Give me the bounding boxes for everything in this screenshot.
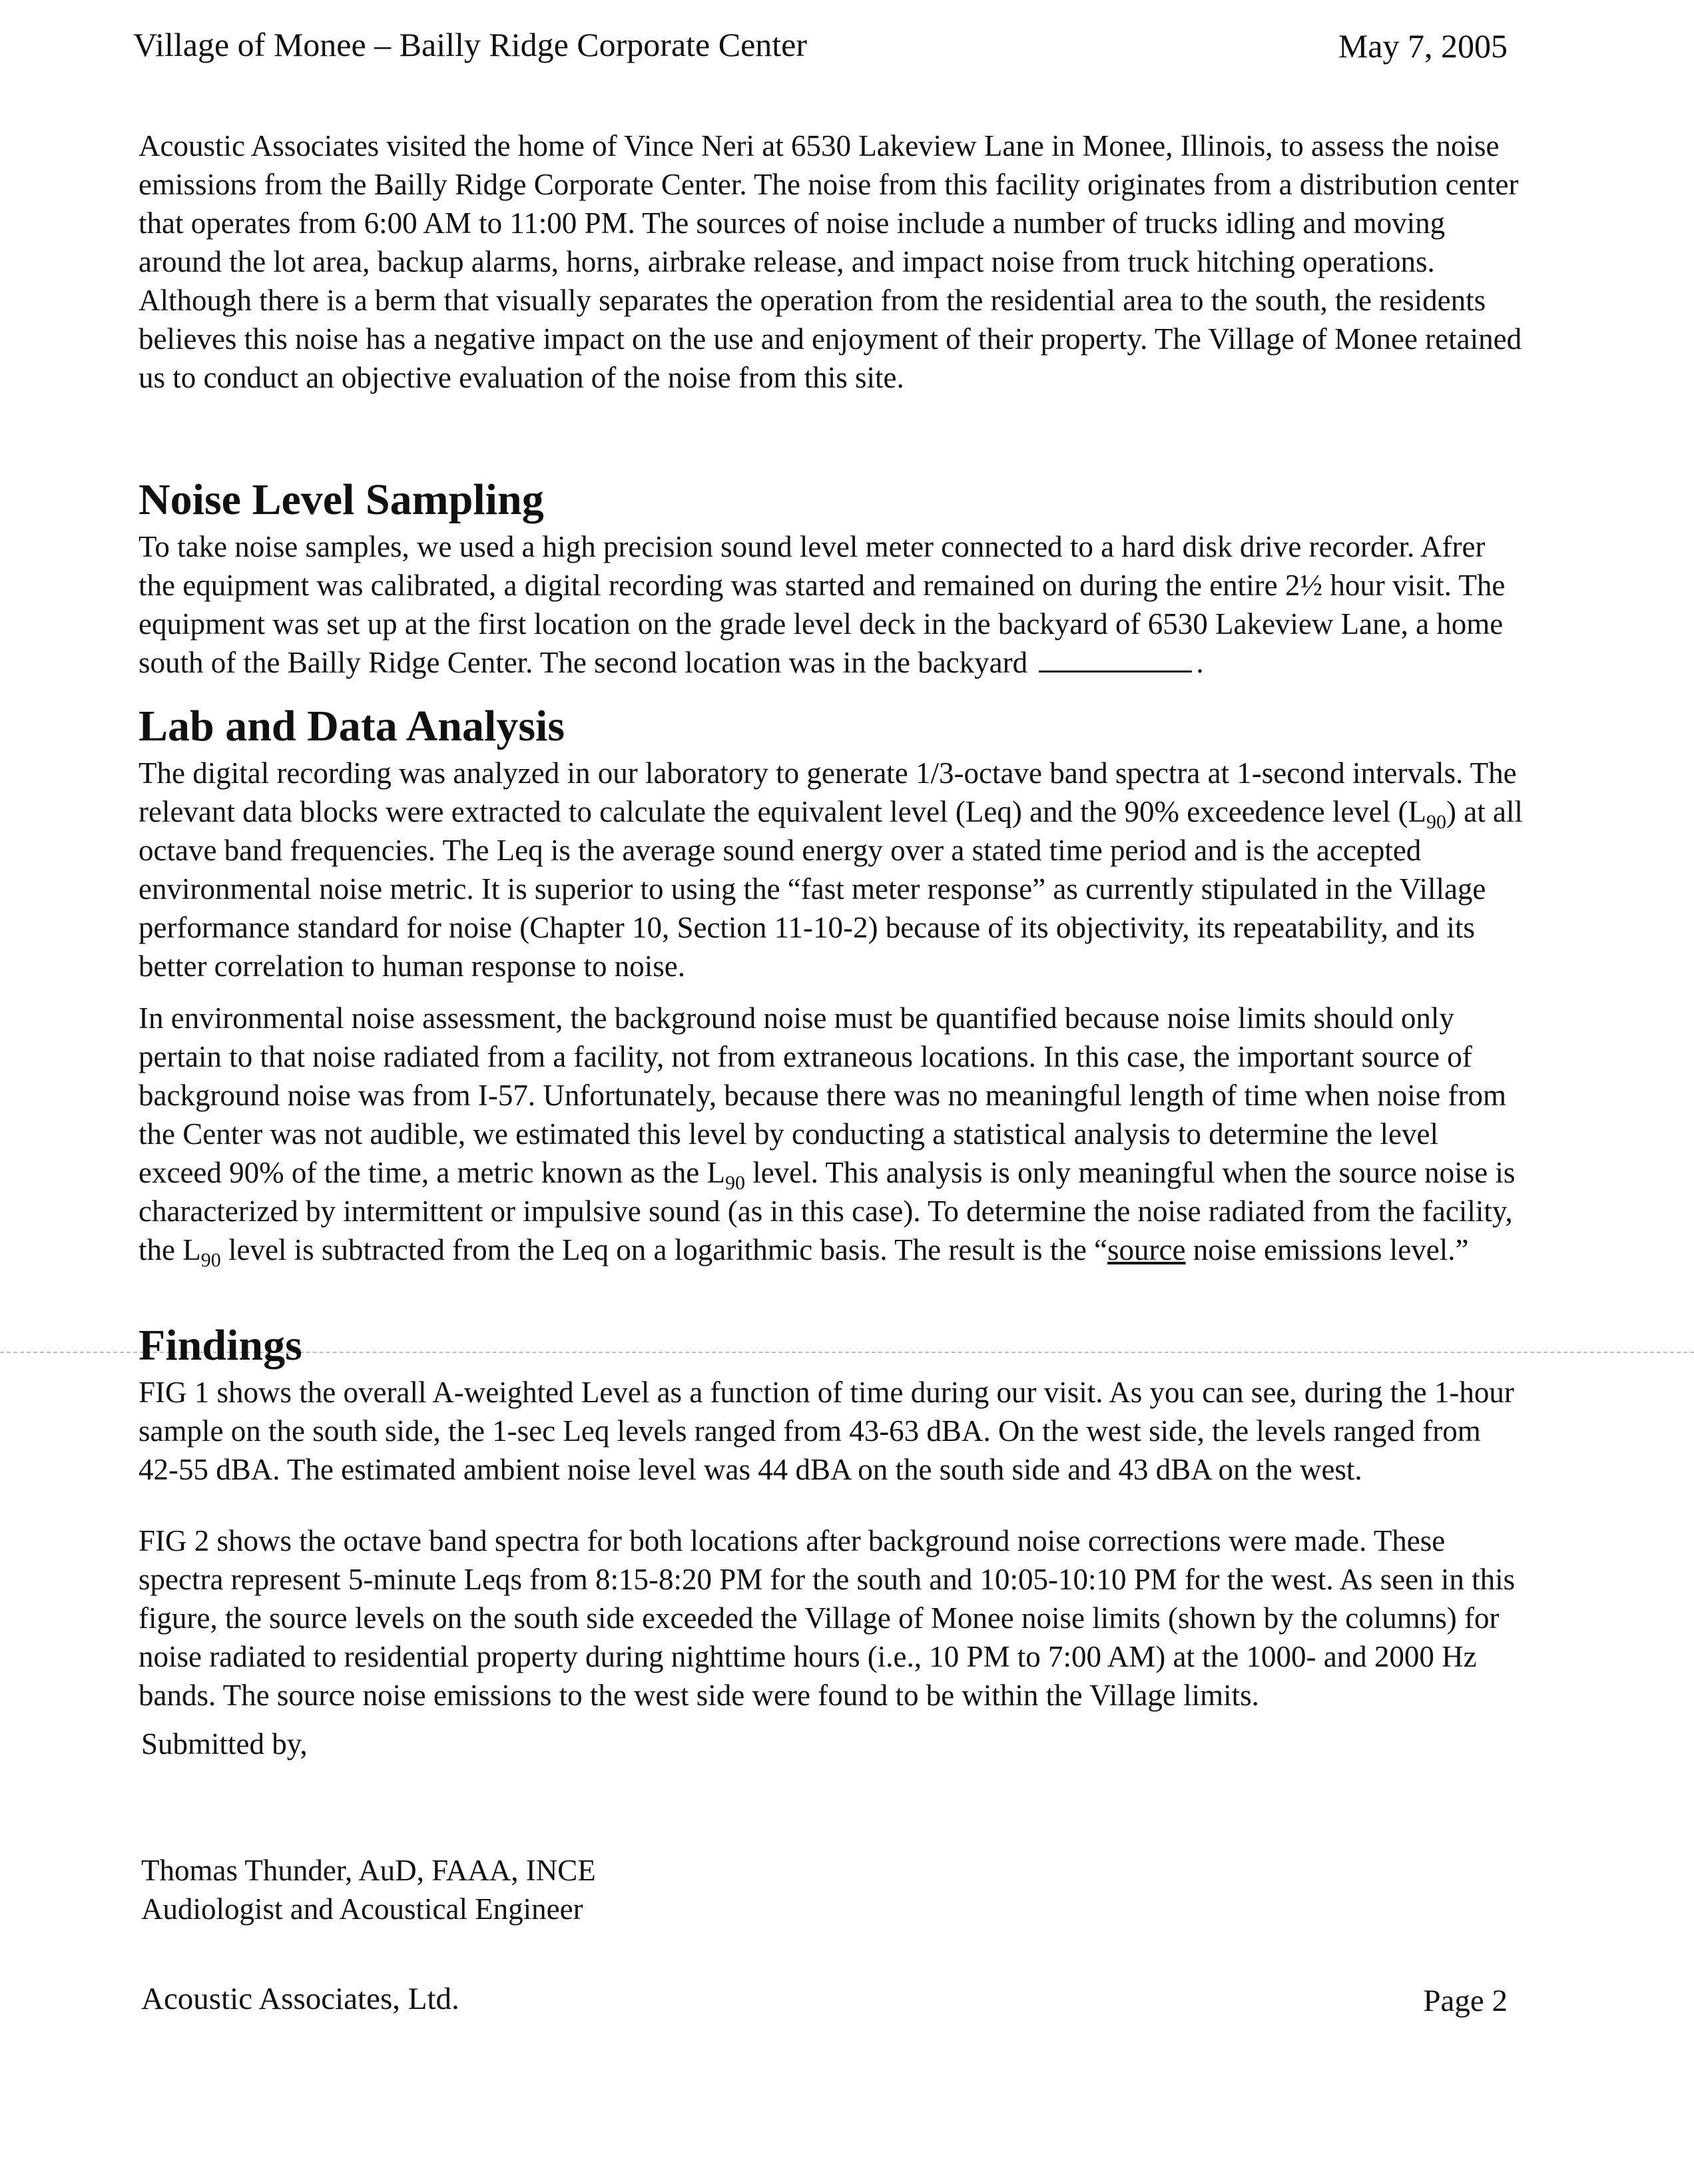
author-name: Thomas Thunder, AuD, FAAA, INCE — [141, 1854, 596, 1887]
header-title: Village of Monee – Bailly Ridge Corporate Center — [133, 26, 808, 63]
sampling-paragraph — [139, 527, 1524, 682]
analysis-p2-c: level is subtracted from the Leq on a logarithmic basis. The result is the “ — [220, 1233, 1108, 1266]
page-number: Page 2 — [1423, 1984, 1508, 2018]
analysis-paragraph-1 — [139, 754, 1524, 985]
findings-heading: Findings — [139, 1321, 302, 1370]
l90-subscript: 90 — [200, 1249, 221, 1271]
analysis-p2-d: noise emissions level.” — [1185, 1233, 1469, 1266]
l90-subscript: 90 — [1426, 811, 1446, 833]
sampling-end: . — [1196, 646, 1204, 679]
findings-paragraph-2: FIG 2 shows the octave band spectra for both locations after background noise corrections were made. These spectra represent 5-minute Leqs from 8:15-8:20 PM for the south and 10:05-10:10 PM for the west. As seen in this figure, the source levels on the south side exceeded the Village of Monee noise limits (shown by the columns) for noise radiated to residential property during nighttime hours (i.e., 10 PM to 7:00 AM) at the 1000- and 2000 Hz bands. The source noise emissions to the west side were found to be within the Village limits. — [139, 1524, 1516, 1712]
analysis-p2-b: level. This analysis is only meaningful when the source noise is characterized by intermittent or impulsive sound (as in this case). To determine the noise radiated from the facility, the L — [139, 1156, 1516, 1266]
submitted-by: Submitted by, — [141, 1727, 308, 1761]
intro-paragraph: Acoustic Associates visited the home of Vince Neri at 6530 Lakeview Lane in Monee, Illinois, to assess the noise emissions from the Bailly Ridge Corporate Center. The noise from this facility originates from a distribution center that operates from 6:00 AM to 11:00 PM. The sources of noise include a number of trucks idling and moving around the lot area, backup alarms, horns, airbrake release, and impact noise from truck hitching operations. Although there is a berm that visually separates the operation from the residential area to the south, the residents believes this noise has a negative impact on the use and enjoyment of their property. The Village of Monee retained us to conduct an objective evaluation of the noise from this site. — [139, 129, 1522, 394]
l90-subscript: 90 — [724, 1172, 745, 1194]
footer-company: Acoustic Associates, Ltd. — [141, 1982, 459, 2016]
header-date: May 7, 2005 — [1338, 27, 1508, 65]
analysis-p2-a: In environmental noise assessment, the background noise must be quantified because noise limits should only pertain to that noise radiated from a facility, not from extraneous locations. In this case, the important source of background noise was from I-57. Unfortunately, because there was no meaningful length of time when noise from the Center was not audible, we estimated this level by conducting a statistical analysis to determine the level exceed 90% of the time, a metric known as the L — [139, 1001, 1506, 1189]
analysis-heading: Lab and Data Analysis — [139, 702, 565, 750]
analysis-paragraph-2 — [139, 999, 1524, 1269]
source-underlined: source — [1107, 1233, 1186, 1266]
analysis-p1-b: ) at all octave band frequencies. The Leq is the average sound energy over a stated time period and is the accepted environmental noise metric. It is superior to using the “fast meter response” as currently stipulated in the Village performance standard for noise (Chapter 10, Section 11-10-2) because of its objectivity, its repeatability, and its better correlation to human response to noise. — [139, 795, 1523, 983]
blank-line — [1039, 668, 1192, 673]
findings-paragraph-1: FIG 1 shows the overall A-weighted Level as a function of time during our visit. As you can see, during the 1-hour sample on the south side, the 1-sec Leq levels ranged from 43-63 dBA. On the west side, the levels ranged from 42-55 dBA. The estimated ambient noise level was 44 dBA on the south side and 43 dBA on the west. — [139, 1376, 1514, 1486]
sampling-text: To take noise samples, we used a high precision sound level meter connected to a hard disk drive recorder. Afrer the equipment was calibrated, a digital recording was started and remained on during the entire 2½ hour visit. The equipment was set up at the first location on the grade level deck in the backyard of 6530 Lakeview Lane, a home south of the Bailly Ridge Center. The second location was in the backyard — [139, 530, 1506, 679]
analysis-p1-a: The digital recording was analyzed in our laboratory to generate 1/3-octave band spectra at 1-second intervals. The relevant data blocks were extracted to calculate the equivalent level (Leq) and the 90% exceedence level (L — [139, 756, 1517, 828]
author-title: Audiologist and Acoustical Engineer — [141, 1892, 583, 1926]
sampling-heading: Noise Level Sampling — [139, 475, 544, 524]
